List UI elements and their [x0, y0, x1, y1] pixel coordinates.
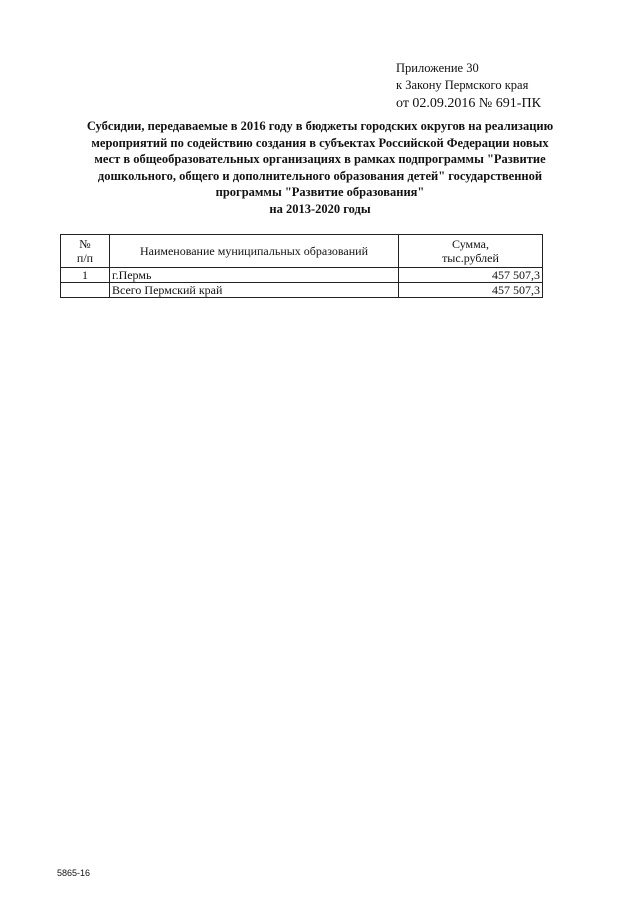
row-name: г.Пермь: [110, 268, 399, 283]
title-line: мероприятий по содействию создания в субъектах Российской Федерации новых: [91, 135, 549, 150]
header-sum-line: тыс.рублей: [442, 251, 499, 265]
row-name: Всего Пермский край: [110, 283, 399, 298]
row-sum: 457 507,3: [399, 268, 543, 283]
appendix-date: от 02.09.2016 № 691-ПК: [396, 96, 541, 111]
header-number-line: №: [79, 237, 91, 251]
appendix-block: [396, 60, 541, 113]
subsidy-table: [60, 234, 543, 298]
header-number: [61, 235, 110, 268]
header-name: Наименование муниципальных образований: [110, 235, 399, 268]
table-header-row: [61, 235, 543, 268]
header-sum-line: Сумма,: [452, 237, 489, 251]
header-sum: [399, 235, 543, 268]
title-line: программы "Развитие образования": [215, 185, 425, 199]
table-total-row: [61, 283, 543, 298]
title-line: мест в общеобразовательных организациях в рамках подпрограммы "Развитие: [94, 152, 546, 166]
title-line: Субсидии, передаваемые в 2016 году в бюджеты городских округов на реализацию: [86, 119, 554, 133]
title-line: на 2013-2020 годы: [269, 201, 371, 216]
appendix-law: к Закону Пермского края: [396, 78, 529, 92]
table-row: [61, 268, 543, 283]
document-code: 5865-16: [57, 868, 91, 878]
header-number-line: п/п: [76, 251, 94, 265]
row-number: [61, 283, 110, 298]
title-line: дошкольного, общего и дополнительного образования детей" государственной: [97, 168, 543, 183]
row-sum: 457 507,3: [399, 283, 543, 298]
document-title: [55, 118, 585, 217]
appendix-number: Приложение 30: [396, 61, 479, 75]
row-number: 1: [61, 268, 110, 283]
